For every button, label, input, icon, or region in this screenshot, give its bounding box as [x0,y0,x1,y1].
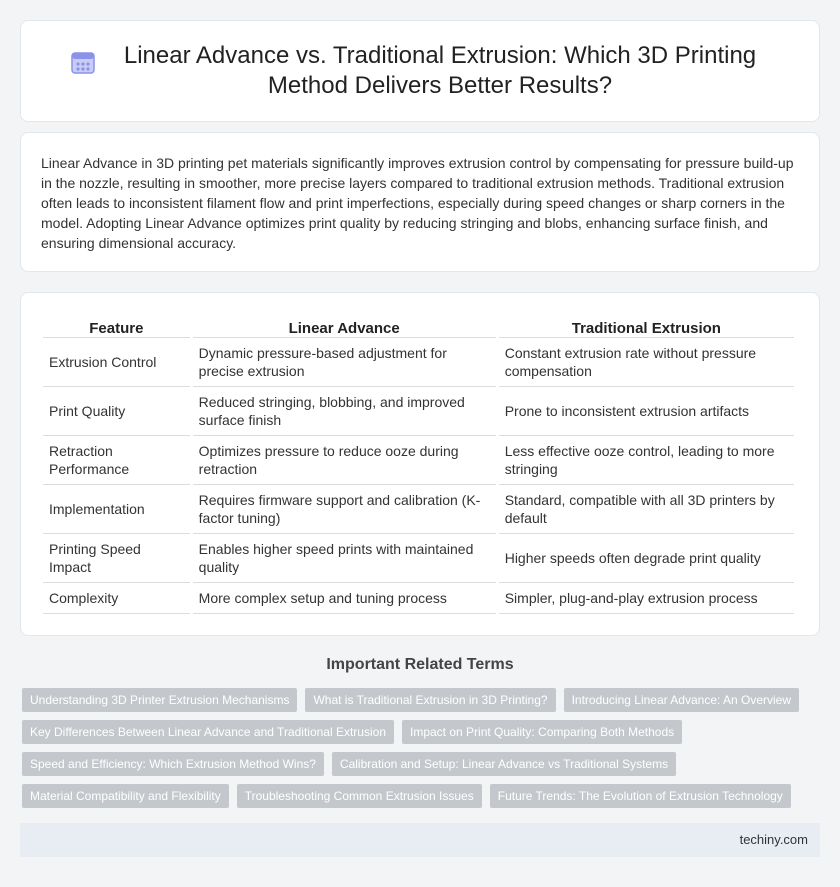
table-cell: Print Quality [43,387,190,436]
comparison-table [40,311,797,614]
table-row [43,436,794,485]
table-cell: Retraction Performance [43,436,190,485]
table-cell: Implementation [43,485,190,534]
column-header: Traditional Extrusion [499,311,794,338]
table-cell: Extrusion Control [43,338,190,387]
table-cell: Reduced stringing, blobbing, and improved surface finish [193,387,496,436]
title-card [20,20,820,122]
column-header: Linear Advance [193,311,496,338]
related-terms-list [22,688,822,816]
table-cell: Higher speeds often degrade print quality [499,534,794,583]
related-term-tag[interactable]: Speed and Efficiency: Which Extrusion Method Wins? [22,752,324,776]
footer [20,823,820,857]
table-cell: Complexity [43,583,190,614]
table-cell: Requires firmware support and calibration (K-factor tuning) [193,485,496,534]
related-term-tag[interactable]: Understanding 3D Printer Extrusion Mechanisms [22,688,297,712]
table-row [43,485,794,534]
related-term-tag[interactable]: Material Compatibility and Flexibility [22,784,229,808]
table-row [43,338,794,387]
related-term-tag[interactable]: Troubleshooting Common Extrusion Issues [237,784,482,808]
table-cell: Prone to inconsistent extrusion artifacts [499,387,794,436]
table-row [43,387,794,436]
table-cell: Enables higher speed prints with maintained quality [193,534,496,583]
related-term-tag[interactable]: What is Traditional Extrusion in 3D Printing? [305,688,555,712]
related-term-tag[interactable]: Calibration and Setup: Linear Advance vs Traditional Systems [332,752,676,776]
related-term-tag[interactable]: Introducing Linear Advance: An Overview [564,688,799,712]
table-cell: Less effective ooze control, leading to more stringing [499,436,794,485]
tag-row [22,784,822,808]
page-title: Linear Advance vs. Traditional Extrusion: Which 3D Printing Method Delivers Better Results? [123,42,757,99]
intro-paragraph: Linear Advance in 3D printing pet materials significantly improves extrusion control by compensating for pressure build-up in the nozzle, resulting in smoother, more precise layers compared to traditional extrusion methods. Traditional extrusion often leads to inconsistent filament flow and print imperfections, especially during speed changes or sharp corners in the model. Adopting Linear Advance optimizes print quality by reducing stringing and blobs, enhancing surface finish, and ensuring dimensional accuracy. [41,155,794,251]
related-terms-heading: Important Related Terms [326,656,514,673]
related-term-tag[interactable]: Future Trends: The Evolution of Extrusion Technology [490,784,791,808]
comparison-table-card [20,292,820,636]
table-cell: More complex setup and tuning process [193,583,496,614]
table-cell: Dynamic pressure-based adjustment for precise extrusion [193,338,496,387]
intro-card [20,132,820,272]
related-term-tag[interactable]: Impact on Print Quality: Comparing Both Methods [402,720,682,744]
table-cell: Printing Speed Impact [43,534,190,583]
tag-row [22,688,822,712]
table-cell: Optimizes pressure to reduce ooze during retraction [193,436,496,485]
calendar-icon [70,49,96,75]
table-cell: Simpler, plug-and-play extrusion process [499,583,794,614]
table-cell: Standard, compatible with all 3D printers by default [499,485,794,534]
table-cell: Constant extrusion rate without pressure compensation [499,338,794,387]
table-row [43,534,794,583]
footer-site-name: techiny.com [739,832,808,847]
tag-row [22,752,822,776]
table-header-row [43,311,794,338]
table-row [43,583,794,614]
related-term-tag[interactable]: Key Differences Between Linear Advance and Traditional Extrusion [22,720,394,744]
column-header: Feature [43,311,190,338]
tag-row [22,720,822,744]
